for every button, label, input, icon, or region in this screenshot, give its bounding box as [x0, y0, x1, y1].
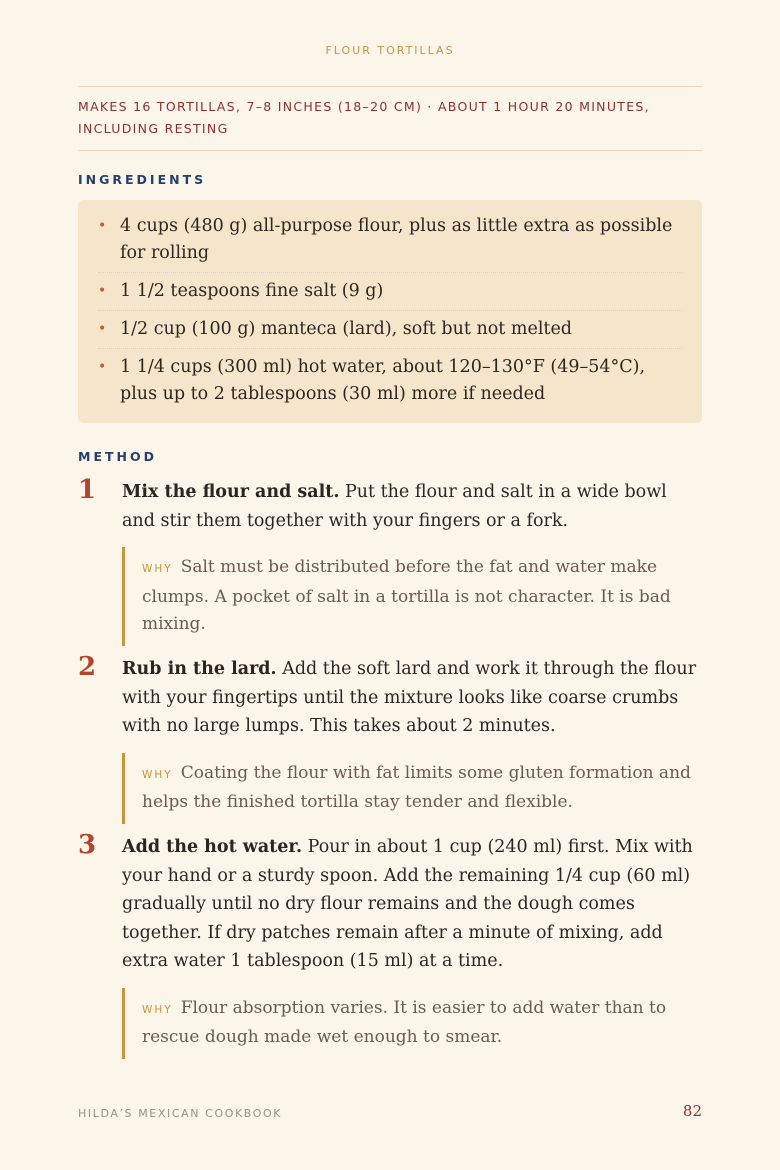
yield-line: MAKES 16 TORTILLAS, 7–8 INCHES (18–20 CM) · ABOUT 1 HOUR 20 MINUTES, INCLUDING RESTING	[78, 86, 702, 151]
step-number: 2	[78, 652, 97, 682]
why-tag: WHY	[142, 1003, 173, 1016]
why-tag: WHY	[142, 768, 173, 781]
method-step-3	[78, 830, 702, 1059]
step-number: 1	[78, 475, 97, 505]
footer-book-title: HILDA’S MEXICAN COOKBOOK	[78, 1107, 283, 1120]
step-text	[122, 655, 702, 741]
step-text	[122, 478, 702, 535]
bullet-icon: •	[98, 218, 107, 234]
method-heading: METHOD	[78, 449, 157, 464]
ingredients-list	[98, 208, 682, 413]
why-note	[122, 753, 702, 824]
bullet-icon: •	[98, 321, 107, 337]
ingredients-heading: INGREDIENTS	[78, 172, 207, 187]
ingredients-box	[78, 200, 702, 423]
step-body: Put the flour and salt in a wide bowl and stir them together with your fingers or a fork.	[122, 482, 667, 531]
step-text	[122, 833, 702, 976]
step-lead: Rub in the lard.	[122, 659, 277, 679]
step-lead: Mix the flour and salt.	[122, 482, 340, 502]
why-text: Coating the flour with fat limits some gluten formation and helps the finished tortilla stay tender and flexible.	[142, 762, 691, 812]
page-number: 82	[682, 1102, 702, 1120]
ingredient-item: • 1/2 cup (100 g) manteca (lard), soft but not melted	[98, 311, 682, 349]
step-lead: Add the hot water.	[122, 837, 303, 857]
ingredient-item: • 4 cups (480 g) all-purpose flour, plus as little extra as possible for rolling	[98, 208, 682, 273]
step-body: Pour in about 1 cup (240 ml) first. Mix with your hand or a sturdy spoon. Add the remaining 1/4 cup (60 ml) gradually until no dry flour remains and the dough comes together. If dry patches remain after a minute of mixing, add extra water 1 tablespoon (15 ml) at a time.	[122, 837, 693, 971]
method-step-2	[78, 652, 702, 824]
why-text: Salt must be distributed before the fat and water make clumps. A pocket of salt in a tortilla is not character. It is bad mixing.	[142, 557, 671, 634]
step-body: Add the soft lard and work it through the flour with your fingertips until the mixture looks like coarse crumbs with no large lumps. This takes about 2 minutes.	[122, 659, 697, 736]
step-number: 3	[78, 830, 97, 860]
why-tag: WHY	[142, 563, 173, 575]
why-note	[122, 547, 702, 646]
bullet-icon: •	[98, 359, 107, 375]
ingredient-item: • 1 1/4 cups (300 ml) hot water, about 120–130°F (49–54°C), plus up to 2 tablespoons (30 ml) more if needed	[98, 349, 682, 413]
why-text: Flour absorption varies. It is easier to add water than to rescue dough made wet enough to smear.	[142, 997, 667, 1047]
why-note	[122, 988, 702, 1059]
cookbook-page	[78, 0, 702, 1170]
running-head: FLOUR TORTILLAS	[325, 44, 455, 57]
ingredient-item: • 1 1/2 teaspoons fine salt (9 g)	[98, 273, 682, 311]
bullet-icon: •	[98, 283, 107, 299]
method-step-1	[78, 475, 702, 646]
